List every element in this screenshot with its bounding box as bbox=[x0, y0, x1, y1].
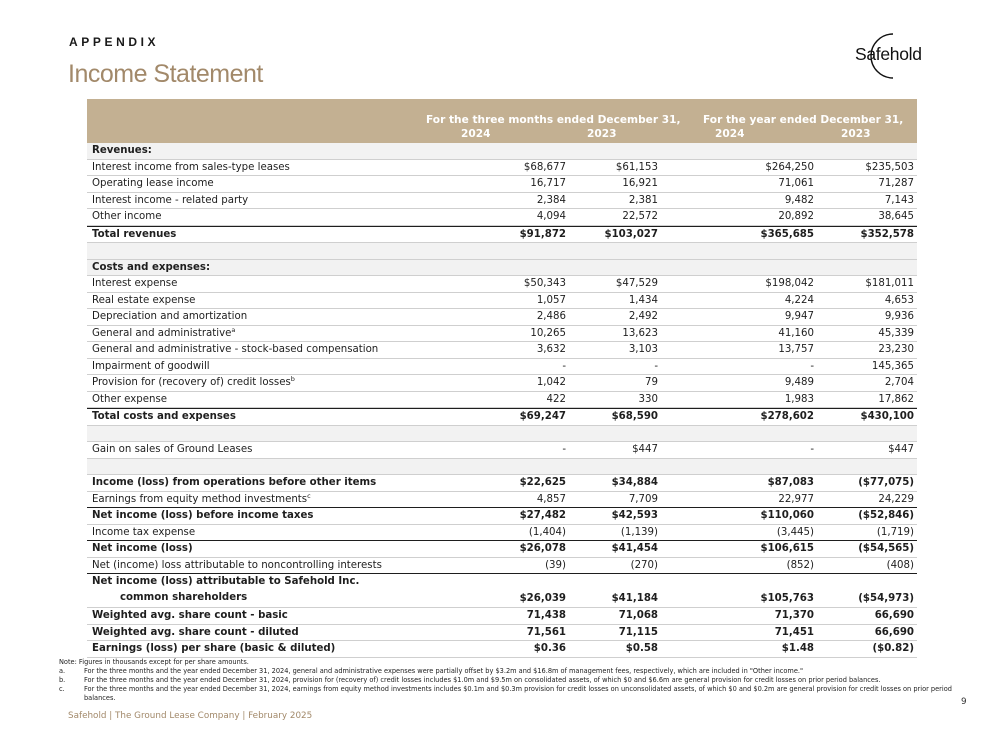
cell-value: $91,872 bbox=[519, 228, 566, 240]
table-row bbox=[87, 375, 917, 392]
row-label bbox=[92, 475, 376, 491]
row-label-text: Total costs and expenses bbox=[92, 411, 236, 422]
row-label-text: Gain on sales of Ground Leases bbox=[92, 444, 253, 455]
row-label-text: Income tax expense bbox=[92, 526, 196, 538]
header-year-col4: 2023 bbox=[841, 128, 871, 140]
cell-value: $50,343 bbox=[523, 278, 566, 289]
page-number: 9 bbox=[961, 697, 967, 707]
row-label bbox=[92, 160, 290, 176]
row-label bbox=[92, 359, 210, 375]
cell-value: 13,623 bbox=[622, 327, 658, 339]
table-row bbox=[87, 475, 917, 492]
cell-value: 4,653 bbox=[884, 294, 914, 306]
cell-value: 16,921 bbox=[622, 178, 658, 189]
table-row bbox=[87, 276, 917, 293]
cell-value: $26,078 bbox=[519, 543, 566, 554]
cell-value: 4,094 bbox=[536, 211, 566, 222]
footer-text: Safehold | The Ground Lease Company | February 2025 bbox=[68, 711, 313, 721]
row-label-text: Operating lease income bbox=[92, 178, 214, 189]
cell-value: $352,578 bbox=[860, 228, 914, 240]
cell-value: ($52,846) bbox=[858, 510, 914, 521]
row-label-text: Interest income - related party bbox=[92, 194, 249, 206]
cell-value: 2,704 bbox=[884, 377, 914, 388]
page-title: Income Statement bbox=[68, 60, 263, 88]
table-row bbox=[87, 260, 917, 277]
cell-value: $447 bbox=[888, 444, 914, 455]
cell-value: (39) bbox=[545, 559, 566, 571]
row-label-text: Weighted avg. share count - basic bbox=[92, 610, 288, 621]
cell-value: 71,561 bbox=[526, 626, 566, 638]
cell-value: 71,451 bbox=[774, 626, 814, 638]
cell-value: $278,602 bbox=[760, 411, 814, 422]
note-intro: Note: Figures in thousands except for per share amounts. bbox=[59, 658, 249, 666]
row-label-text: Net income (loss) bbox=[92, 543, 193, 554]
note-mark: b. bbox=[59, 676, 66, 684]
table-row bbox=[87, 342, 917, 359]
table-row bbox=[87, 392, 917, 409]
cell-value: 71,370 bbox=[774, 610, 814, 621]
row-label-text: Impairment of goodwill bbox=[92, 360, 210, 372]
cell-value: $68,590 bbox=[611, 411, 658, 422]
row-label-text: Income (loss) from operations before other items bbox=[92, 477, 377, 488]
table-row bbox=[87, 641, 917, 658]
cell-value: 38,645 bbox=[878, 211, 914, 222]
row-label bbox=[92, 608, 288, 624]
row-label-text: Other income bbox=[92, 211, 162, 222]
cell-value: 17,862 bbox=[878, 393, 914, 405]
cell-value: (1,719) bbox=[876, 526, 914, 538]
cell-value: $87,083 bbox=[767, 477, 814, 488]
row-label bbox=[92, 392, 167, 408]
cell-value: - bbox=[810, 360, 814, 372]
cell-value: 145,365 bbox=[871, 360, 914, 372]
row-label-text: Real estate expense bbox=[92, 294, 196, 306]
row-label-text: Provision for (recovery of) credit losses bbox=[92, 377, 291, 388]
note-mark: c. bbox=[59, 685, 65, 693]
row-label-text: Depreciation and amortization bbox=[92, 311, 248, 322]
table-row bbox=[87, 525, 917, 542]
row-label-text: Weighted avg. share count - diluted bbox=[92, 626, 299, 638]
cell-value: 16,717 bbox=[530, 178, 566, 189]
cell-value: $27,482 bbox=[519, 510, 566, 521]
row-label-text: Costs and expenses: bbox=[92, 261, 211, 273]
note-a bbox=[59, 667, 969, 676]
logo-text: Safehold bbox=[855, 44, 922, 64]
row-label-text: Net income (loss) before income taxes bbox=[92, 510, 314, 521]
row-label bbox=[92, 176, 214, 192]
table-header bbox=[87, 99, 917, 143]
cell-value: 22,572 bbox=[622, 211, 658, 222]
cell-value: $26,039 bbox=[519, 593, 566, 604]
footnote-marker: b bbox=[290, 375, 295, 383]
cell-value: $106,615 bbox=[760, 543, 814, 554]
note-text: For the three months and the year ended December 31, 2024, general and administrative expenses were partially offset by $3.2m and $16.8m of management fees, respectively, which are included in "Other income." bbox=[84, 667, 804, 675]
cell-value: ($54,565) bbox=[858, 543, 914, 554]
cell-value: $34,884 bbox=[611, 477, 658, 488]
table-row bbox=[87, 293, 917, 310]
cell-value: 66,690 bbox=[874, 626, 914, 638]
cell-value: (1,139) bbox=[620, 526, 658, 538]
cell-value: $69,247 bbox=[519, 411, 566, 422]
table-row bbox=[87, 442, 917, 459]
note-text: For the three months and the year ended December 31, 2024, earnings from equity method investments includes $0.1m and $0.3m provision for credit losses on unconsolidated assets, of which $0 and $0.2m are general provision for credit losses on prior period balances. bbox=[84, 685, 952, 702]
section-label: APPENDIX bbox=[69, 35, 160, 49]
cell-value: ($0.82) bbox=[872, 643, 914, 654]
cell-value: $105,763 bbox=[760, 593, 814, 604]
cell-value: 330 bbox=[638, 393, 658, 405]
row-label bbox=[92, 492, 311, 508]
table-row bbox=[87, 209, 917, 226]
cell-value: $1.48 bbox=[781, 643, 814, 654]
cell-value: $365,685 bbox=[760, 228, 814, 240]
row-label bbox=[92, 342, 378, 358]
header-group-three-months: For the three months ended December 31, bbox=[426, 114, 681, 126]
table-row bbox=[87, 608, 917, 625]
cell-value: (3,445) bbox=[776, 526, 814, 538]
cell-value: (852) bbox=[786, 559, 814, 571]
cell-value: $47,529 bbox=[615, 278, 658, 289]
row-label bbox=[92, 193, 248, 209]
row-label bbox=[92, 293, 195, 309]
cell-value: 71,068 bbox=[618, 610, 658, 621]
table-row bbox=[87, 176, 917, 193]
table-row bbox=[87, 359, 917, 376]
header-year-col3: 2024 bbox=[715, 128, 745, 140]
row-label-text: Net (income) loss attributable to noncontrolling interests bbox=[92, 559, 382, 571]
cell-value: $41,454 bbox=[611, 543, 658, 554]
row-label bbox=[92, 409, 236, 425]
row-label bbox=[92, 558, 382, 574]
row-label bbox=[92, 625, 299, 641]
cell-value: 2,492 bbox=[628, 311, 658, 322]
cell-value: 10,265 bbox=[530, 327, 566, 339]
row-label-text: General and administrative bbox=[92, 327, 232, 339]
income-statement-table bbox=[87, 143, 917, 658]
cell-value: $235,503 bbox=[865, 161, 914, 173]
row-label-text: Total revenues bbox=[92, 228, 177, 240]
cell-value: $0.58 bbox=[625, 643, 658, 654]
cell-value: 9,947 bbox=[784, 311, 814, 322]
cell-value: 23,230 bbox=[878, 344, 914, 355]
table-row bbox=[87, 309, 917, 326]
table-row bbox=[87, 408, 917, 426]
table-row bbox=[87, 226, 917, 244]
table-row bbox=[87, 508, 917, 525]
cell-value: (1,404) bbox=[528, 526, 566, 538]
header-group-year: For the year ended December 31, bbox=[703, 114, 904, 126]
cell-value: 4,857 bbox=[536, 493, 566, 505]
cell-value: 3,103 bbox=[628, 344, 658, 355]
row-label bbox=[92, 209, 161, 225]
cell-value: 1,057 bbox=[536, 294, 566, 306]
row-label bbox=[92, 375, 295, 391]
note-c bbox=[59, 685, 969, 703]
note-text: For the three months and the year ended December 31, 2024, provision for (recovery of) credit losses includes $1.0m and $9.5m on consolidated assets, of which $0 and $6.6m are general provision for credit losses on prior period balances. bbox=[84, 676, 881, 684]
cell-value: $264,250 bbox=[765, 161, 814, 173]
cell-value: $41,184 bbox=[611, 593, 658, 604]
cell-value: $103,027 bbox=[604, 228, 658, 240]
row-label bbox=[92, 260, 210, 276]
cell-value: $0.36 bbox=[533, 643, 566, 654]
cell-value: $198,042 bbox=[765, 278, 814, 289]
footnotes bbox=[59, 658, 969, 703]
cell-value: 13,757 bbox=[778, 344, 814, 355]
cell-value: 1,434 bbox=[628, 294, 658, 306]
row-label bbox=[92, 442, 252, 458]
footnote-marker: a bbox=[231, 325, 236, 334]
cell-value: (270) bbox=[630, 559, 658, 571]
row-label bbox=[92, 541, 193, 557]
note-b bbox=[59, 676, 969, 685]
cell-value: $447 bbox=[632, 444, 658, 455]
table-row bbox=[87, 574, 917, 608]
cell-value: $42,593 bbox=[611, 510, 658, 521]
cell-value: 1,042 bbox=[536, 377, 566, 388]
cell-value: 4,224 bbox=[784, 294, 814, 306]
row-label bbox=[92, 326, 235, 342]
cell-value: 71,438 bbox=[526, 610, 566, 621]
table-row bbox=[87, 143, 917, 160]
row-label bbox=[92, 227, 176, 243]
row-label bbox=[92, 641, 335, 657]
header-year-col1: 2024 bbox=[461, 128, 491, 140]
cell-value: 66,690 bbox=[874, 610, 914, 621]
spacer-row bbox=[87, 426, 917, 443]
cell-value: 9,489 bbox=[784, 377, 814, 388]
spacer-row bbox=[87, 459, 917, 476]
cell-value: 41,160 bbox=[778, 327, 814, 339]
cell-value: 71,115 bbox=[618, 626, 658, 638]
table-row bbox=[87, 625, 917, 642]
cell-value: $110,060 bbox=[760, 510, 814, 521]
cell-value: $22,625 bbox=[519, 477, 566, 488]
cell-value: 22,977 bbox=[778, 493, 814, 505]
cell-value: (408) bbox=[886, 559, 914, 571]
row-label-text: Earnings from equity method investments bbox=[92, 493, 308, 505]
footnote-marker: c bbox=[307, 491, 311, 500]
cell-value: 71,061 bbox=[778, 178, 814, 189]
cell-value: 2,486 bbox=[536, 311, 566, 322]
table-row bbox=[87, 160, 917, 177]
row-label bbox=[92, 276, 177, 292]
row-label-text: General and administrative - stock-based compensation bbox=[92, 344, 379, 355]
cell-value: - bbox=[654, 360, 658, 372]
cell-value: 2,384 bbox=[536, 194, 566, 206]
cell-value: 45,339 bbox=[878, 327, 914, 339]
table-row bbox=[87, 326, 917, 343]
cell-value: ($54,973) bbox=[858, 593, 914, 604]
row-label-text: Net income (loss) attributable to Safehold Inc. bbox=[92, 576, 360, 587]
cell-value: 79 bbox=[645, 377, 658, 388]
cell-value: 71,287 bbox=[878, 178, 914, 189]
row-label-text: Earnings (loss) per share (basic & diluted) bbox=[92, 643, 336, 654]
cell-value: $181,011 bbox=[865, 278, 914, 289]
row-label-text: Interest income from sales-type leases bbox=[92, 161, 290, 173]
row-label bbox=[92, 508, 313, 524]
table-row bbox=[87, 558, 917, 575]
cell-value: - bbox=[810, 444, 814, 455]
spacer-row bbox=[87, 243, 917, 260]
cell-value: $68,677 bbox=[523, 161, 566, 173]
note-mark: a. bbox=[59, 667, 66, 675]
cell-value: 7,143 bbox=[884, 194, 914, 206]
row-label-continued: common shareholders bbox=[120, 592, 248, 603]
cell-value: 2,381 bbox=[628, 194, 658, 206]
row-label-text: Revenues: bbox=[92, 145, 152, 156]
header-year-col2: 2023 bbox=[587, 128, 617, 140]
cell-value: 24,229 bbox=[878, 493, 914, 505]
cell-value: 9,936 bbox=[884, 311, 914, 322]
table-row bbox=[87, 492, 917, 509]
cell-value: - bbox=[562, 360, 566, 372]
cell-value: - bbox=[562, 444, 566, 455]
cell-value: $430,100 bbox=[860, 411, 914, 422]
cell-value: 9,482 bbox=[784, 194, 814, 206]
cell-value: 422 bbox=[546, 393, 566, 405]
row-label-text: Interest expense bbox=[92, 278, 178, 289]
table-row bbox=[87, 193, 917, 210]
row-label bbox=[92, 143, 152, 159]
row-label bbox=[92, 309, 247, 325]
cell-value: 1,983 bbox=[784, 393, 814, 405]
row-label bbox=[92, 525, 195, 541]
row-label bbox=[92, 574, 359, 590]
cell-value: 7,709 bbox=[628, 493, 658, 505]
cell-value: 3,632 bbox=[536, 344, 566, 355]
row-label-text: Other expense bbox=[92, 393, 168, 405]
cell-value: $61,153 bbox=[615, 161, 658, 173]
cell-value: 20,892 bbox=[778, 211, 814, 222]
cell-value: ($77,075) bbox=[858, 477, 914, 488]
table-row bbox=[87, 541, 917, 558]
